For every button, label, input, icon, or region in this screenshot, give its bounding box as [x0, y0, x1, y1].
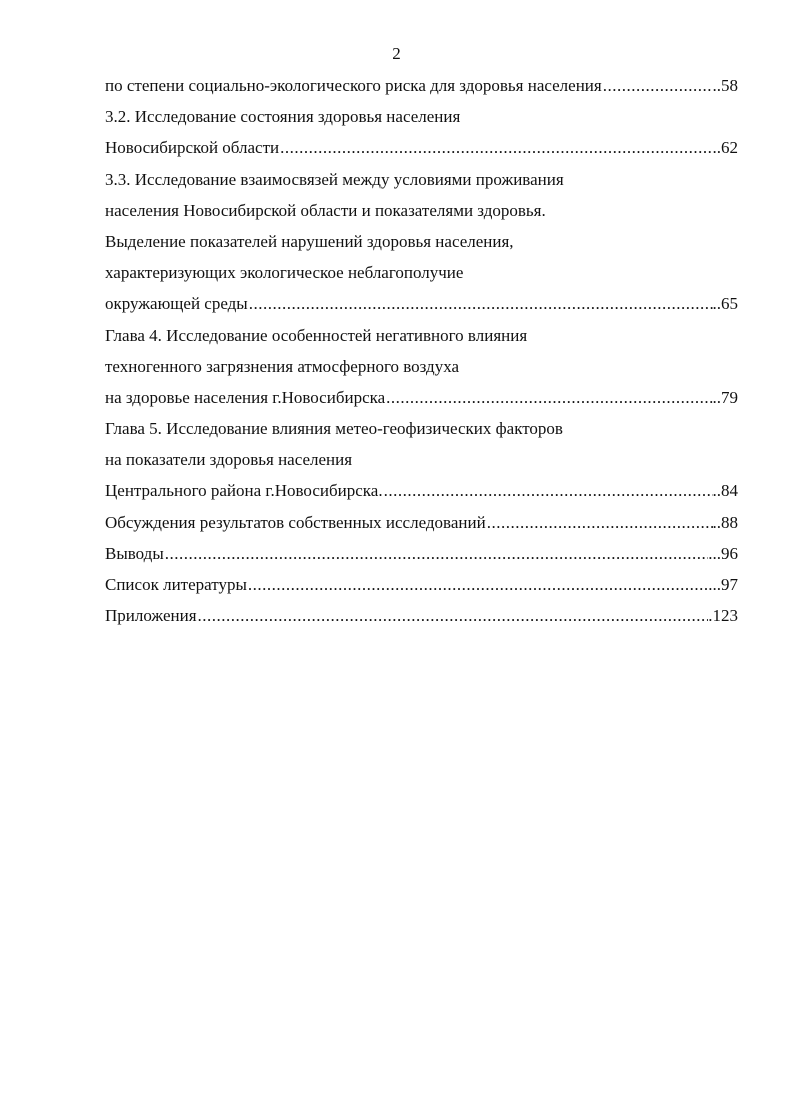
toc-entry-8	[105, 569, 738, 600]
toc-page-ref: ..65	[712, 294, 738, 314]
toc-page-ref: ..84	[712, 481, 738, 501]
toc-entry-text: на показатели здоровья населения	[105, 450, 353, 470]
dot-leader	[602, 70, 713, 101]
toc-entry-label: Обсуждения результатов собственных исследований	[105, 512, 486, 532]
toc-entry-label: окружающей среды	[105, 294, 248, 314]
dot-leader	[197, 600, 709, 631]
toc-entry-label: Выводы	[105, 543, 164, 563]
toc-entry-text: населения Новосибирской области и показателями здоровья.	[105, 200, 546, 220]
toc-entry-4	[105, 382, 738, 413]
toc-entry-1	[105, 70, 738, 101]
toc-entry-label: Список литературы	[105, 575, 247, 594]
table-of-contents	[105, 70, 738, 631]
toc-entry-5	[105, 475, 738, 506]
toc-entry-text: характеризующих экологическое неблагополучие	[105, 263, 464, 283]
toc-entry-label: Приложения	[105, 606, 197, 626]
toc-entry-text: 3.2. Исследование состояния здоровья населения	[105, 107, 461, 127]
toc-page-ref: ..79	[712, 387, 738, 407]
toc-page-ref: ..62	[712, 138, 738, 158]
toc-entry-text: Глава 5. Исследование влияния метео-геофизических факторов	[105, 419, 563, 439]
toc-entry-6	[105, 507, 738, 538]
dot-leader	[486, 507, 713, 538]
toc-page-ref: ...96	[708, 543, 738, 563]
toc-entry-label: Новосибирской области	[105, 138, 280, 158]
toc-entry-text: Глава 4. Исследование особенностей негативного влияния	[105, 325, 528, 345]
toc-entry-label: Центрального района г.Новосибирска.	[105, 481, 383, 501]
toc-entry-3	[105, 288, 738, 319]
toc-page-ref: ..58	[712, 76, 738, 95]
toc-entry-9	[105, 600, 738, 631]
toc-page-ref: ..88	[712, 512, 738, 532]
toc-entry-label: на здоровье населения г.Новосибирска	[105, 387, 386, 407]
toc-entry-text: Выделение показателей нарушений здоровья населения,	[105, 231, 514, 251]
dot-leader	[385, 382, 712, 413]
page-number: 2	[392, 44, 401, 63]
toc-entry-text: техногенного загрязнения атмосферного воздуха	[105, 356, 460, 376]
dot-leader	[279, 132, 712, 163]
toc-page-ref: ...97	[708, 575, 738, 594]
toc-entry-label: по степени социально-экологического риска для здоровья населения	[105, 76, 602, 95]
dot-leader	[164, 538, 708, 569]
toc-entry-text: 3.3. Исследование взаимосвязей между условиями проживания	[105, 169, 564, 189]
dot-leader	[248, 288, 713, 319]
toc-entry-2	[105, 132, 738, 163]
dot-leader	[383, 475, 713, 506]
dot-leader	[247, 569, 708, 600]
toc-page-ref: .123	[708, 606, 738, 626]
toc-entry-7	[105, 538, 738, 569]
